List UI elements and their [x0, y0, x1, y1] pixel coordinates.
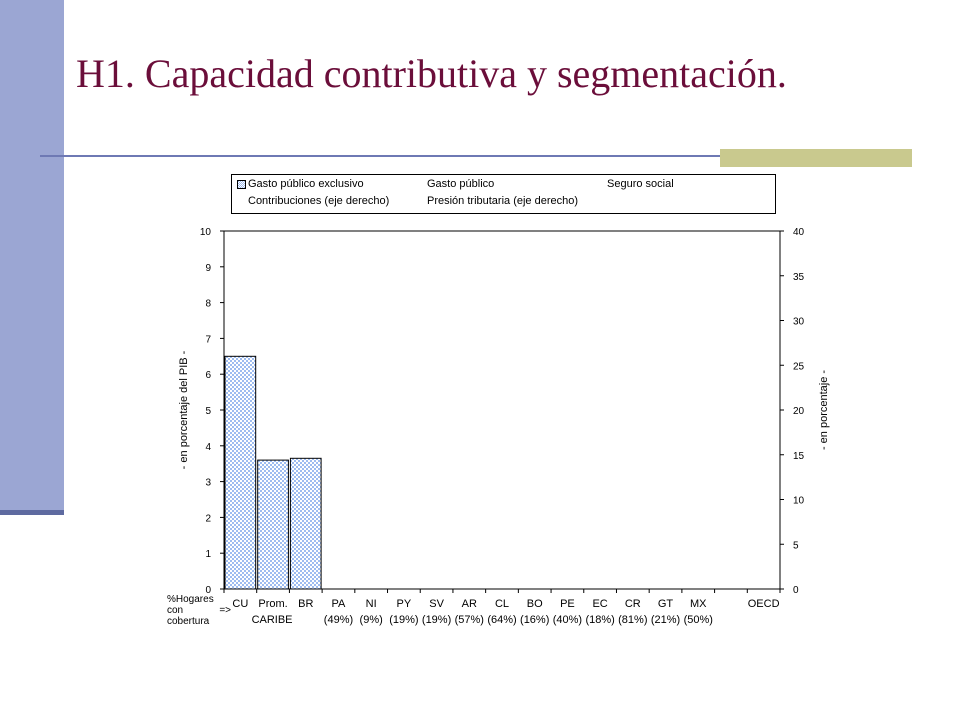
y-tick-label: 10	[199, 227, 211, 238]
y-tick-label: 2	[205, 513, 211, 525]
x-tick-label: OECD	[747, 598, 780, 610]
x-tick-label: BO	[526, 598, 543, 610]
y2-tick-label: 15	[793, 450, 805, 462]
legend-entry-gasto-publico: Gasto público	[427, 178, 495, 190]
y2-tick-label: 20	[793, 406, 805, 417]
axis-header-line2a: con	[167, 605, 184, 616]
x-tick-sublabel: (40%)	[552, 614, 583, 626]
x-tick-sublabel: (49%)	[323, 614, 354, 626]
x-tick-label: BR	[298, 598, 314, 610]
bar-cu	[225, 356, 256, 589]
bar-prom	[258, 460, 289, 589]
x-tick-label: MX	[689, 598, 707, 610]
y2-tick-label: 30	[793, 316, 805, 328]
x-tick-label: CR	[624, 598, 641, 610]
x-tick-label: NI	[365, 598, 377, 610]
legend-entry-contribuciones: Contribuciones (eje derecho)	[248, 195, 390, 207]
y2-tick-label: 25	[793, 361, 805, 373]
x-tick-sublabel: (18%)	[585, 614, 615, 626]
x-tick-label: CL	[494, 598, 510, 610]
slide-title: H1. Capacidad contributiva y segmentación.	[76, 51, 787, 96]
x-tick-sublabel: (50%)	[683, 614, 713, 626]
y-tick-label: 4	[205, 441, 211, 453]
axis-header-arrow: =>	[219, 605, 231, 616]
bar-br	[290, 458, 321, 589]
y-tick-label: 0	[205, 585, 211, 596]
axis-header-line1: %Hogares	[167, 594, 214, 605]
legend-entry-gasto-exclusivo: Gasto público exclusivo	[248, 178, 364, 190]
x-tick-sublabel: (64%)	[487, 614, 517, 626]
x-tick-label: PY	[396, 598, 412, 610]
y-tick-label: 3	[205, 477, 211, 489]
x-tick-label: SV	[429, 598, 444, 610]
y2-axis-label: - en porcentaje -	[818, 369, 830, 451]
y2-tick-label: 5	[793, 540, 799, 552]
axis-header-line3: cobertura	[167, 616, 210, 627]
x-tick-label: CU	[232, 598, 249, 610]
x-tick-label: PA	[331, 598, 346, 610]
legend-entry-presion-tributaria: Presión tributaria (eje derecho)	[427, 195, 579, 207]
x-tick-sublabel: (16%)	[520, 614, 550, 626]
y-axis-label: - en porcentaje del PIB -	[178, 350, 190, 470]
y-tick-label: 9	[205, 262, 211, 274]
y2-tick-label: 0	[793, 585, 799, 596]
x-tick-sublabel: (21%)	[650, 614, 681, 626]
x-tick-label: PE	[560, 598, 575, 610]
x-tick-label: Prom.	[258, 598, 288, 610]
x-tick-sublabel: (81%)	[618, 614, 648, 626]
legend-entry-seguro-social: Seguro social	[607, 178, 674, 190]
y-tick-label: 6	[205, 370, 211, 382]
y-tick-label: 1	[205, 549, 211, 561]
y2-tick-label: 10	[793, 495, 805, 507]
x-tick-label: EC	[592, 598, 608, 610]
x-tick-sublabel: CARIBE	[251, 614, 293, 626]
y2-tick-label: 35	[793, 271, 805, 283]
y2-tick-label: 40	[793, 227, 805, 238]
y-tick-label: 5	[205, 406, 211, 417]
x-tick-sublabel: (19%)	[421, 614, 452, 626]
x-tick-label: GT	[657, 598, 674, 610]
x-tick-sublabel: (57%)	[454, 614, 484, 626]
x-tick-label: AR	[461, 598, 477, 610]
y-tick-label: 8	[205, 298, 211, 310]
x-tick-sublabel: (9%)	[359, 614, 383, 626]
x-tick-sublabel: (19%)	[389, 614, 419, 626]
y-tick-label: 7	[205, 334, 211, 346]
